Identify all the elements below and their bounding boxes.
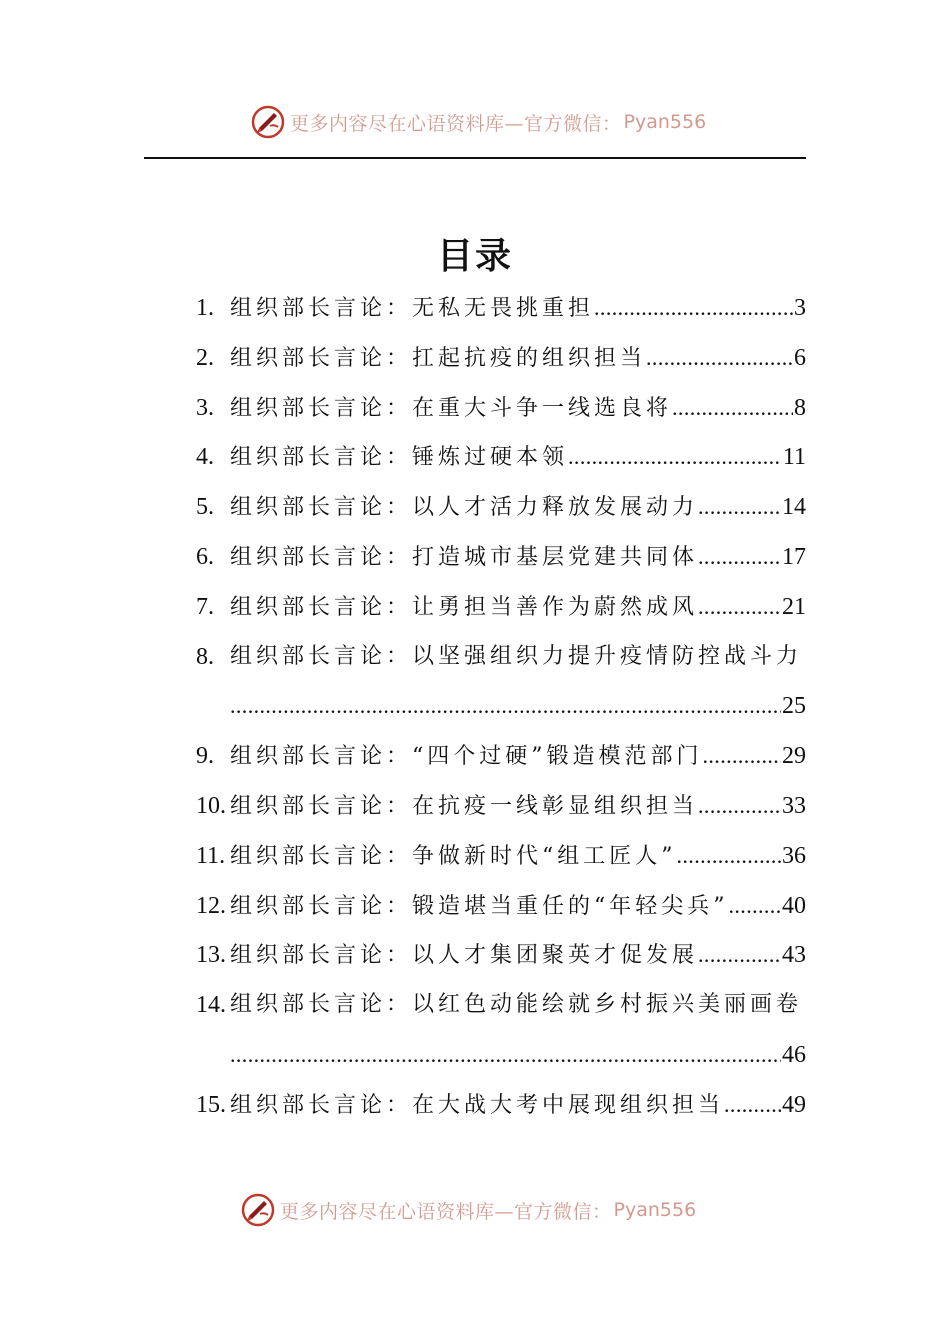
toc-title: 组织部长言论：以人才活力释放发展动力: [230, 495, 699, 521]
toc-page: 29: [782, 743, 806, 770]
header-divider: [144, 157, 806, 159]
table-of-contents: [196, 283, 806, 1130]
toc-title: 组织部长言论：锻造堪当重任的“年轻尖兵”: [230, 893, 729, 919]
toc-entry[interactable]: [196, 1080, 806, 1130]
footer-banner: [240, 1190, 696, 1230]
toc-number: 13.: [196, 942, 226, 969]
footer-banner-wechat: Pyan556: [613, 1199, 697, 1221]
toc-page: 43: [782, 942, 806, 969]
toc-page: 49: [782, 1091, 806, 1118]
toc-leader: [729, 890, 782, 922]
toc-number: 15.: [196, 1091, 226, 1118]
toc-number: 5.: [196, 494, 214, 521]
toc-number: 6.: [196, 543, 214, 570]
header-banner-text: 更多内容尽在心语资料库—官方微信：: [290, 112, 622, 135]
toc-leader: [698, 491, 781, 523]
toc-title: 组织部长言论：在重大斗争一线选良将: [230, 395, 673, 421]
toc-entry[interactable]: [196, 881, 806, 931]
toc-title: 组织部长言论：在大战大考中展现组织担当: [230, 1092, 725, 1118]
toc-leader: [703, 740, 782, 772]
toc-page: 8: [794, 394, 806, 421]
toc-title: 组织部长言论：以坚强组织力提升疫情防控战斗力: [230, 643, 803, 669]
toc-title: 组织部长言论：以红色动能绘就乡村振兴美丽画卷: [230, 992, 803, 1018]
footer-banner-text: 更多内容尽在心语资料库—官方微信：: [280, 1200, 612, 1223]
toc-number: 12.: [196, 892, 226, 919]
toc-leader: [724, 1089, 781, 1121]
toc-number: 8.: [196, 643, 214, 670]
toc-leader: [594, 292, 793, 324]
toc-title: 组织部长言论：在抗疫一线彰显组织担当: [230, 793, 699, 819]
toc-page: 33: [782, 792, 806, 819]
toc-title: 组织部长言论：锤炼过硬本领: [230, 445, 569, 471]
toc-leader: [698, 591, 781, 623]
toc-leader: [698, 939, 781, 971]
toc-entry[interactable]: [196, 532, 806, 582]
toc-title: 组织部长言论：“四个过硬”锻造模范部门: [230, 744, 703, 770]
pen-logo-icon: [250, 104, 286, 140]
toc-leader: [646, 342, 793, 374]
pen-logo-icon: [240, 1192, 276, 1228]
toc-number: 9.: [196, 743, 214, 770]
toc-page: 36: [782, 842, 806, 869]
toc-entry[interactable]: [196, 632, 806, 732]
toc-number: 4.: [196, 444, 214, 471]
toc-entry[interactable]: [196, 333, 806, 383]
toc-entry[interactable]: [196, 731, 806, 781]
toc-number: 10.: [196, 792, 226, 819]
toc-title: 组织部长言论：打造城市基层党建共同体: [230, 544, 699, 570]
toc-number: 2.: [196, 344, 214, 371]
toc-title: 组织部长言论：让勇担当善作为蔚然成风: [230, 594, 699, 620]
toc-number: 1.: [196, 295, 214, 321]
toc-entry[interactable]: [196, 930, 806, 980]
toc-page: 11: [782, 444, 806, 471]
toc-page: 17: [782, 543, 806, 570]
toc-page: 21: [782, 593, 806, 620]
toc-leader: [698, 541, 781, 573]
toc-entry[interactable]: [196, 283, 806, 333]
toc-leader: [672, 392, 793, 424]
toc-page: 25: [782, 693, 806, 720]
toc-page: 14: [782, 494, 806, 521]
toc-entry[interactable]: [196, 383, 806, 433]
toc-entry[interactable]: [196, 432, 806, 482]
toc-leader: [677, 840, 782, 872]
toc-entry[interactable]: [196, 482, 806, 532]
toc-title: 组织部长言论：扛起抗疫的组织担当: [230, 345, 647, 371]
toc-number: 7.: [196, 593, 214, 620]
toc-page: 3: [794, 295, 806, 321]
toc-page: 46: [782, 1041, 806, 1068]
toc-leader: [568, 441, 782, 473]
page-title: 目录: [436, 235, 513, 277]
toc-number: 11.: [196, 842, 226, 869]
toc-entry[interactable]: [196, 831, 806, 881]
toc-page: 6: [794, 344, 806, 371]
toc-leader: [230, 1039, 781, 1071]
toc-title: 组织部长言论：以人才集团聚英才促发展: [230, 943, 699, 969]
toc-number: 14.: [196, 992, 226, 1019]
header-banner-wechat: Pyan556: [623, 111, 707, 133]
toc-entry[interactable]: [196, 582, 806, 632]
toc-entry[interactable]: [196, 781, 806, 831]
toc-leader: [230, 690, 781, 722]
toc-title: 组织部长言论：争做新时代“组工匠人”: [230, 843, 677, 869]
toc-leader: [698, 790, 781, 822]
header-banner: [250, 102, 706, 142]
toc-title: 组织部长言论：无私无畏挑重担: [230, 296, 595, 321]
toc-page: 40: [782, 892, 806, 919]
toc-number: 3.: [196, 394, 214, 421]
toc-entry[interactable]: [196, 980, 806, 1080]
